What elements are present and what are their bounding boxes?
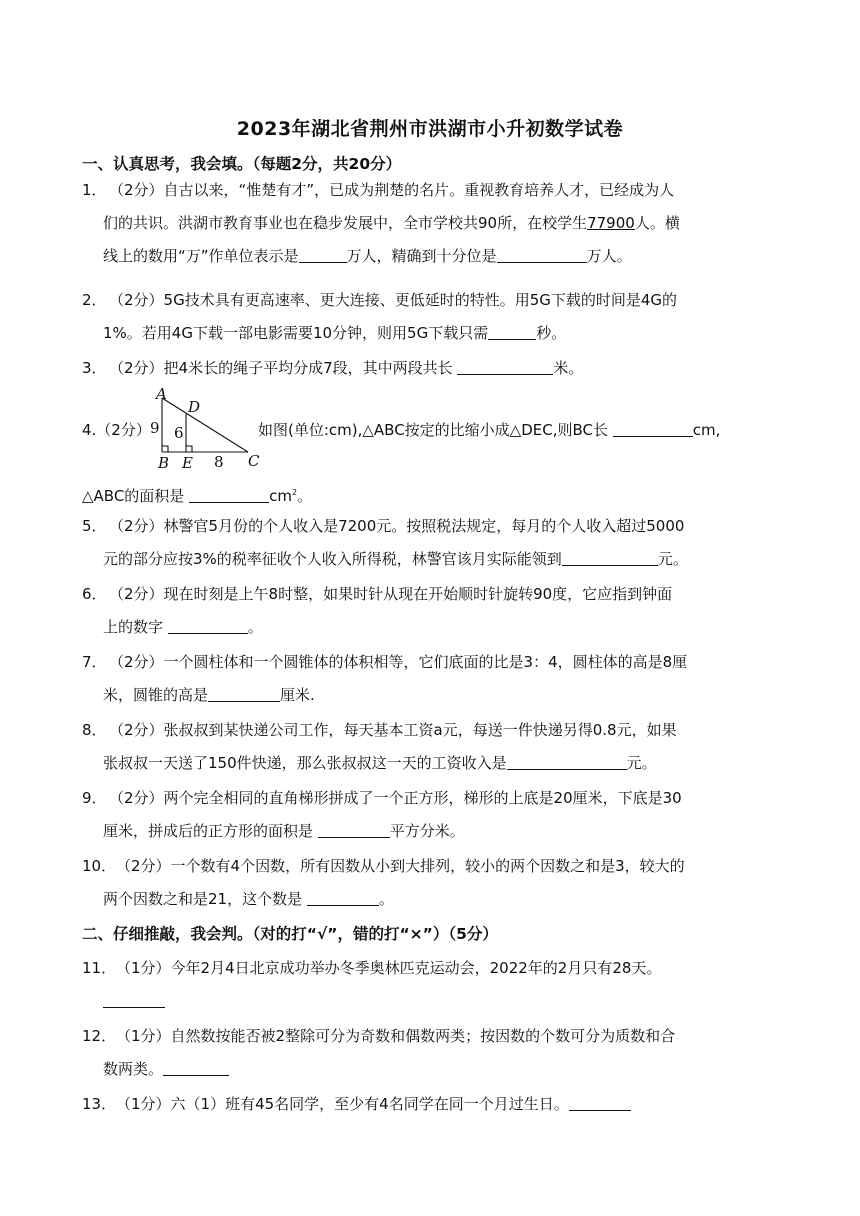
question-text-cont: 两个因数之和是21，这个数是 。 bbox=[103, 883, 788, 916]
question-text-cont: 们的共识。洪湖市教育事业也在稳步发展中，全市学校共90所，在校学生77900人。横 bbox=[103, 214, 680, 232]
question-number: 1． bbox=[82, 181, 107, 199]
question-number: 7． bbox=[82, 653, 107, 671]
answer-blank[interactable] bbox=[307, 887, 379, 906]
question-text: （2分）自古以来，“惟楚有才”，已成为荆楚的名片。重视教育培养人才，已经成为人 bbox=[109, 181, 675, 199]
label-C: C bbox=[248, 452, 260, 470]
answer-blank[interactable] bbox=[168, 615, 248, 634]
question-text: （2分）把4米长的绳子平均分成7段，其中两段共长 米。 bbox=[109, 352, 782, 385]
question-number: 9． bbox=[82, 789, 107, 807]
answer-blank[interactable] bbox=[299, 244, 347, 263]
question-3 bbox=[82, 352, 782, 385]
question-text-cont: 厘米，拼成后的正方形的面积是 平方分米。 bbox=[103, 815, 788, 848]
answer-blank[interactable] bbox=[613, 418, 693, 437]
question-4-number: 4.（2分） bbox=[82, 421, 151, 439]
question-6 bbox=[82, 578, 782, 644]
question-text: （2分）两个完全相同的直角梯形拼成了一个正方形，梯形的上底是20厘米，下底是30 bbox=[109, 789, 682, 807]
question-13 bbox=[82, 1088, 782, 1121]
answer-blank[interactable] bbox=[507, 751, 627, 770]
answer-blank[interactable] bbox=[488, 321, 536, 340]
question-number: 8． bbox=[82, 721, 107, 739]
question-4-text-cont: △ABC的面积是 $cm^2$。 bbox=[82, 476, 312, 513]
triangle-figure bbox=[140, 386, 264, 472]
section-2-heading: 二、仔细推敲，我会判。（对的打“√”，错的打“×”）（5分） bbox=[82, 925, 498, 943]
label-9: 9 bbox=[150, 419, 160, 437]
label-E: E bbox=[182, 454, 193, 472]
question-number: 3． bbox=[82, 359, 107, 377]
question-5 bbox=[82, 510, 782, 576]
question-4-text: 如图(单位:cm),△ABC按定的比缩小成△DEC,则BC长 cm, bbox=[258, 414, 720, 447]
question-7 bbox=[82, 646, 782, 712]
label-6: 6 bbox=[174, 424, 184, 442]
question-9 bbox=[82, 782, 782, 848]
question-10 bbox=[82, 850, 782, 916]
question-text-cont: 上的数字 。 bbox=[103, 611, 788, 644]
question-number: 12． bbox=[82, 1027, 117, 1045]
question-text: （1分）自然数按能否被2整除可分为奇数和偶数两类；按因数的个数可分为质数和合 bbox=[116, 1027, 676, 1045]
question-number: 6． bbox=[82, 585, 107, 603]
question-text-cont: 数两类。 bbox=[103, 1053, 788, 1086]
answer-blank[interactable] bbox=[562, 547, 658, 566]
question-text: （2分）一个数有4个因数，所有因数从小到大排列，较小的两个因数之和是3，较大的 bbox=[116, 857, 685, 875]
label-D: D bbox=[188, 398, 201, 416]
question-12 bbox=[82, 1020, 782, 1086]
answer-blank[interactable] bbox=[569, 1092, 631, 1111]
question-11 bbox=[82, 952, 782, 1018]
question-number: 10． bbox=[82, 857, 117, 875]
underlined-number: 77900 bbox=[587, 214, 635, 232]
question-text: （2分）一个圆柱体和一个圆锥体的体积相等，它们底面的比是3：4，圆柱体的高是8厘 bbox=[109, 653, 688, 671]
answer-blank[interactable] bbox=[103, 989, 165, 1008]
question-text: （2分）现在时刻是上午8时整，如果时针从现在开始顺时针旋转90度，它应指到钟面 bbox=[109, 585, 673, 603]
question-number: 2． bbox=[82, 291, 107, 309]
section-1-heading: 一、认真思考，我会填。（每题2分，共20分） bbox=[82, 155, 402, 173]
question-number: 13． bbox=[82, 1095, 117, 1113]
label-B: B bbox=[158, 454, 170, 472]
question-text-cont: 元的部分应按3%的税率征收个人收入所得税，林警官该月实际能领到 元。 bbox=[103, 543, 788, 576]
answer-blank[interactable] bbox=[189, 484, 269, 503]
question-1 bbox=[82, 174, 782, 273]
label-A: A bbox=[156, 386, 167, 403]
question-text: （1分）今年2月4日北京成功举办冬季奥林匹克运动会，2022年的2月只有28天。 bbox=[116, 959, 662, 977]
answer-blank[interactable] bbox=[208, 683, 280, 702]
answer-blank[interactable] bbox=[318, 819, 390, 838]
question-text: （2分）张叔叔到某快递公司工作，每天基本工资a元，每送一件快递另得0.8元，如果 bbox=[109, 721, 677, 739]
question-text-cont: 米，圆锥的高是 厘米. bbox=[103, 679, 788, 712]
question-text-cont: 张叔叔一天送了150件快递，那么张叔叔这一天的工资收入是 元。 bbox=[103, 747, 788, 780]
label-8: 8 bbox=[214, 453, 224, 471]
answer-blank[interactable] bbox=[497, 244, 587, 263]
question-number: 5． bbox=[82, 517, 107, 535]
question-text-cont: 1%。若用4G下载一部电影需要10分钟，则用5G下载只需 秒。 bbox=[103, 317, 788, 350]
question-text-cont bbox=[103, 985, 788, 1018]
page-title: 2023年湖北省荆州市洪湖市小升初数学试卷 bbox=[236, 118, 624, 140]
question-text: （1分）六（1）班有45名同学，至少有4名同学在同一个月过生日。 bbox=[116, 1088, 782, 1121]
question-text-cont: 线上的数用“万”作单位表示是 万人，精确到十分位是 万人。 bbox=[103, 240, 788, 273]
question-text: （2分）林警官5月份的个人收入是7200元。按照税法规定，每月的个人收入超过5000 bbox=[109, 517, 685, 535]
question-2 bbox=[82, 284, 782, 350]
question-text: （2分）5G技术具有更高速率、更大连接、更低延时的特性。用5G下载的时间是4G的 bbox=[109, 291, 678, 309]
question-8 bbox=[82, 714, 782, 780]
question-number: 11． bbox=[82, 959, 117, 977]
answer-blank[interactable] bbox=[457, 356, 553, 375]
answer-blank[interactable] bbox=[163, 1057, 229, 1076]
